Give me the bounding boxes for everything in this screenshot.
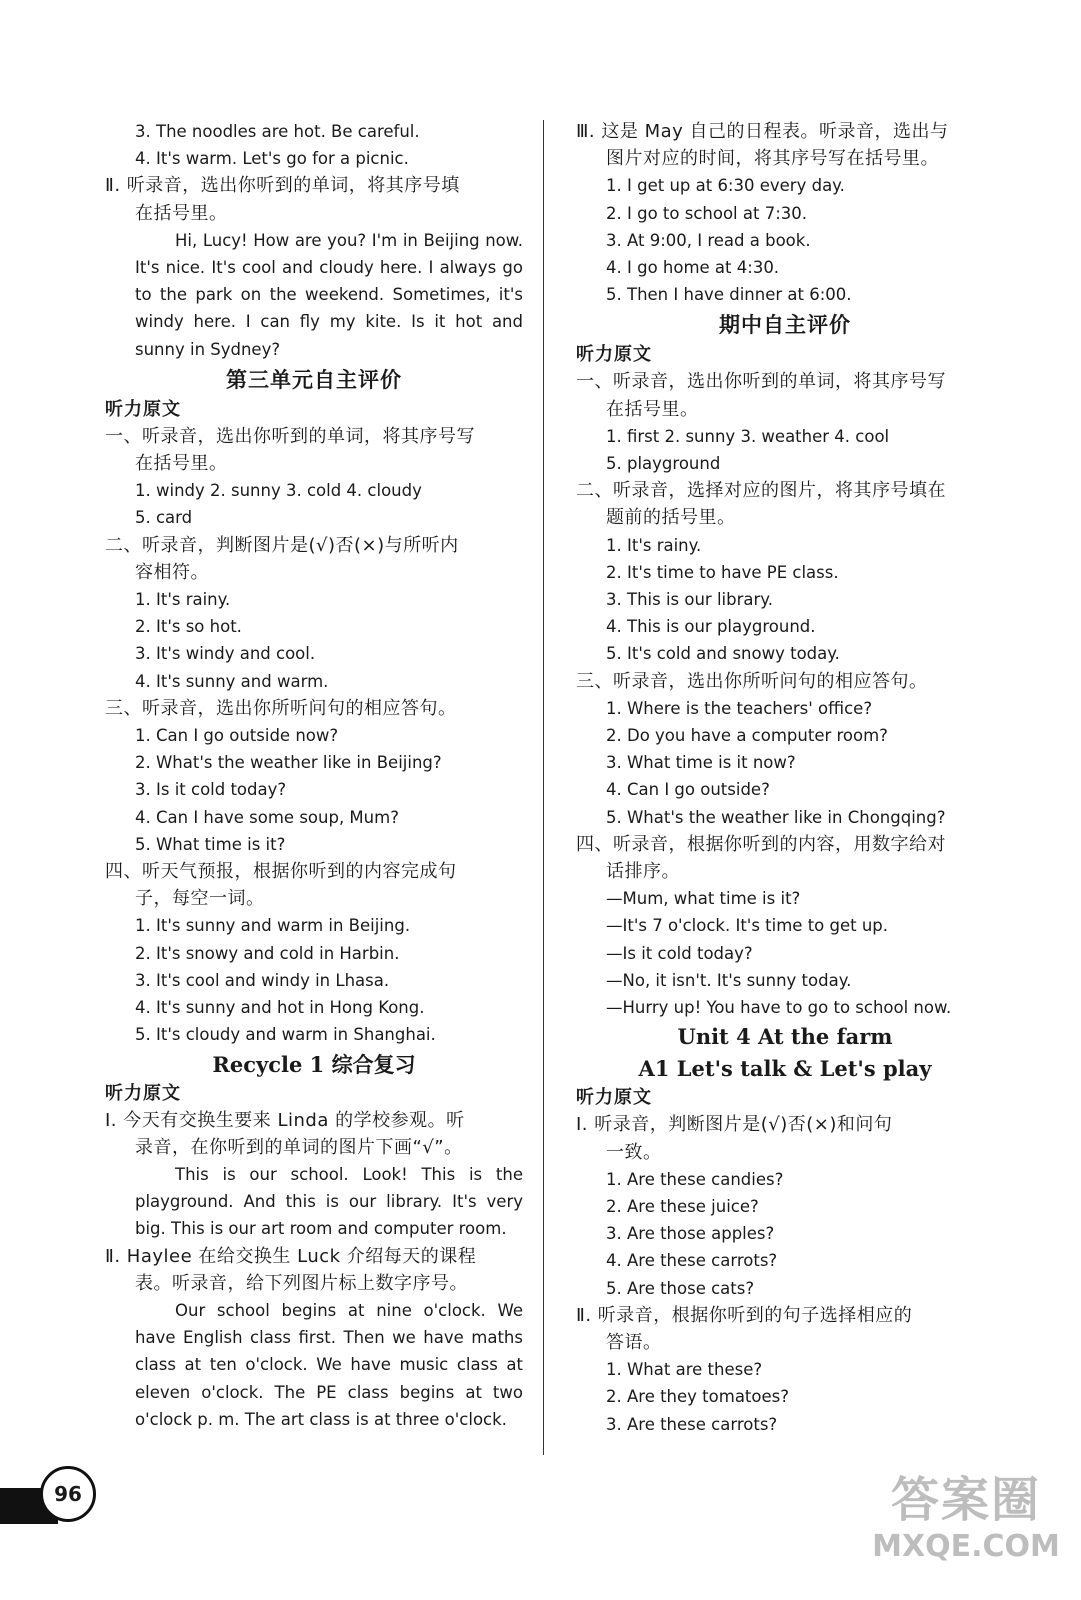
text-line: 2. What's the weather like in Beijing? [135,753,442,773]
text-line: 1. It's sunny and warm in Beijing. [135,916,411,936]
text-line: 4. Can I have some soup, Mum? [135,807,399,827]
text-line: 1. It's rainy. [135,590,231,610]
text-line: 4. Can I go outside? [606,780,770,800]
instruction-line: 四、听录音，根据你听到的内容，用数字给对 [576,833,946,855]
text-line: 2. I go to school at 7:30. [606,203,807,223]
instruction-line: 二、听录音，判断图片是(√)否(×)与所听内 [105,534,459,556]
text-line: 2. It's snowy and cold in Harbin. [135,943,400,963]
text-line: 2. Do you have a computer room? [606,726,888,746]
text-line: 2. Are these juice? [606,1196,759,1216]
text-line: 5. playground [606,454,721,474]
instruction-line: Ⅱ. 听录音，选出你听到的单词，将其序号填 [105,175,460,197]
text-line: 3. Are these carrots? [606,1414,778,1434]
text-line: 4. Are these carrots? [606,1251,778,1271]
text-line: 2. Are they tomatoes? [606,1387,789,1407]
text-line: 4. I go home at 4:30. [606,258,780,278]
instruction-line: 三、听录音，选出你所听问句的相应答句。 [105,697,457,719]
instruction-line: 四、听天气预报，根据你听到的内容完成句 [105,861,457,883]
instruction-line: 子，每空一词。 [135,888,265,910]
transcript-paragraph: This is our school. Look! This is the playground. And this is our library. It's very big. This is our art room and computer room. [135,1164,523,1239]
text-line: 3. This is our library. [606,590,773,610]
instruction-line: 题前的括号里。 [606,507,736,529]
text-line: 5. Then I have dinner at 6:00. [606,285,852,305]
text-line: 4. It's sunny and warm. [135,671,329,691]
text-line: —No, it isn't. It's sunny today. [606,970,852,990]
instruction-line: Ⅱ. 听录音，根据你听到的句子选择相应的 [576,1304,913,1326]
subheading: 听力原文 [105,398,181,420]
text-line: 2. It's so hot. [135,617,242,637]
text-line: 5. card [135,508,193,528]
section-heading: Unit 4 At the farm [677,1024,893,1050]
subheading: 听力原文 [576,1087,652,1109]
transcript-paragraph: Hi, Lucy! How are you? I'm in Beijing now. It's nice. It's cool and cloudy here. I always go to the park on the weekend. Sometimes, it's windy here. I can fly my kite. Is it hot and sunny in Sydney? [135,230,523,359]
section-heading: A1 Let's talk & Let's play [638,1056,932,1082]
page-number-badge [0,1466,100,1524]
instruction-line: 一致。 [606,1141,662,1163]
text-line: 3. What time is it now? [606,753,796,773]
text-line: 5. What's the weather like in Chongqing? [606,807,946,827]
instruction-line: Ⅱ. Haylee 在给交换生 Luck 介绍每天的课程 [105,1245,477,1267]
text-line: 3. Is it cold today? [135,780,287,800]
text-line: 2. It's time to have PE class. [606,562,839,582]
instruction-line: 容相符。 [135,561,209,583]
text-line: —Is it cold today? [606,943,753,963]
watermark-line1: 答案圈 [890,1472,1041,1528]
left-column [105,118,523,1433]
section-heading: 第三单元自主评价 [226,367,402,392]
text-line: 1. I get up at 6:30 every day. [606,176,845,196]
instruction-line: 录音，在你听到的单词的图片下画“√”。 [135,1136,463,1158]
instruction-line: 图片对应的时间，将其序号写在括号里。 [606,148,939,170]
instruction-line: Ⅰ. 听录音，判断图片是(√)否(×)和问句 [576,1114,893,1136]
text-line: 5. What time is it? [135,834,286,854]
text-line: 1. Where is the teachers' office? [606,698,873,718]
text-line: 4. It's warm. Let's go for a picnic. [135,149,409,169]
text-line: 1. first 2. sunny 3. weather 4. cool [606,426,890,446]
instruction-line: Ⅰ. 今天有交换生要来 Linda 的学校参观。听 [105,1109,465,1131]
instruction-line: 一、听录音，选出你听到的单词，将其序号写 [576,371,946,393]
text-line: —It's 7 o'clock. It's time to get up. [606,916,889,936]
section-heading: 期中自主评价 [719,313,851,338]
instruction-line: 二、听录音，选择对应的图片，将其序号填在 [576,480,946,502]
text-line: —Mum, what time is it? [606,889,801,909]
watermark [871,1470,1061,1580]
transcript-paragraph: Our school begins at nine o'clock. We have English class first. Then we have maths class at ten o'clock. We have music class at eleven o'clock. The PE class begins at two o'clock p. m. The art class is at three o'clock. [135,1300,523,1429]
subheading: 听力原文 [105,1082,181,1104]
text-line: 1. It's rainy. [606,535,702,555]
text-line: 5. Are those cats? [606,1278,755,1298]
text-line: 5. It's cold and snowy today. [606,644,840,664]
instruction-line: 在括号里。 [135,202,228,224]
instruction-line: 答语。 [606,1331,662,1353]
text-line: 1. windy 2. sunny 3. cold 4. cloudy [135,481,422,501]
text-line: 3. It's windy and cool. [135,644,316,664]
text-line: 3. The noodles are hot. Be careful. [135,122,420,141]
text-line: —Hurry up! You have to go to school now. [606,998,952,1018]
right-column [576,118,994,1438]
text-line: 1. Can I go outside now? [135,726,339,746]
text-line: 1. What are these? [606,1360,763,1380]
page-number: 96 [40,1466,96,1522]
instruction-line: 表。听录音，给下列图片标上数字序号。 [135,1272,468,1294]
column-divider [543,120,544,1455]
text-line: 3. It's cool and windy in Lhasa. [135,970,390,990]
text-line: 5. It's cloudy and warm in Shanghai. [135,1025,436,1045]
instruction-line: 一、听录音，选出你听到的单词，将其序号写 [105,425,475,447]
instruction-line: Ⅲ. 这是 May 自己的日程表。听录音，选出与 [576,121,949,142]
text-line: 3. Are those apples? [606,1224,775,1244]
instruction-line: 话排序。 [606,861,680,883]
text-line: 4. It's sunny and hot in Hong Kong. [135,998,425,1018]
text-line: 4. This is our playground. [606,617,816,637]
watermark-line2: MXQE.COM [872,1529,1060,1564]
section-heading: Recycle 1 综合复习 [212,1051,416,1077]
instruction-line: 三、听录音，选出你所听问句的相应答句。 [576,670,928,692]
instruction-line: 在括号里。 [606,398,699,420]
text-line: 3. At 9:00, I read a book. [606,230,811,250]
text-line: 1. Are these candies? [606,1169,784,1189]
subheading: 听力原文 [576,344,652,366]
instruction-line: 在括号里。 [135,453,228,475]
